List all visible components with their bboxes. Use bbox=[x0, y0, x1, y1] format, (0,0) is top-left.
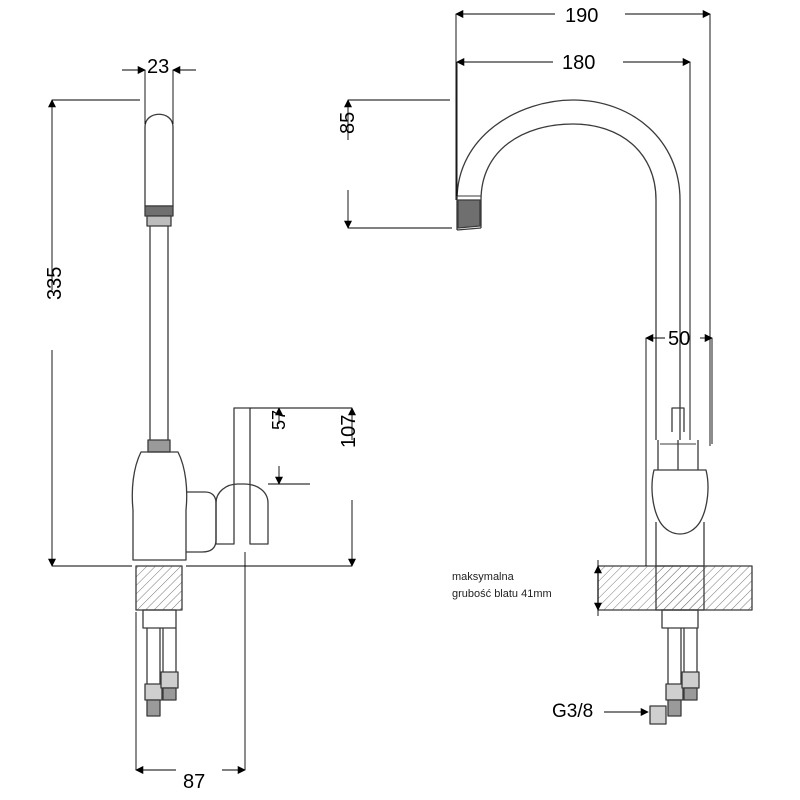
dimension-label-reach-outer: 190 bbox=[565, 5, 599, 27]
dimension-label-base-offset: 50 bbox=[668, 328, 691, 350]
dimension-label-height-total: 335 bbox=[44, 266, 66, 300]
dimension-label-handle-height: 57 bbox=[269, 409, 289, 430]
dimension-label-spout-height: 85 bbox=[337, 111, 359, 134]
dimension-label-reach-inner: 180 bbox=[562, 52, 596, 74]
left-elevation-faucet bbox=[132, 114, 268, 716]
countertop-note-line1: maksymalna bbox=[452, 571, 514, 583]
thread-size-label: G3/8 bbox=[552, 701, 594, 722]
dimension-label-spout-handle-width: 23 bbox=[147, 56, 170, 78]
dimension-lines bbox=[52, 14, 712, 770]
dimension-label-body-height: 107 bbox=[338, 414, 360, 448]
countertop-note-line2: grubość blatu 41mm bbox=[452, 588, 552, 600]
dimension-label-base-width: 87 bbox=[183, 771, 206, 793]
front-elevation-faucet bbox=[457, 100, 752, 724]
